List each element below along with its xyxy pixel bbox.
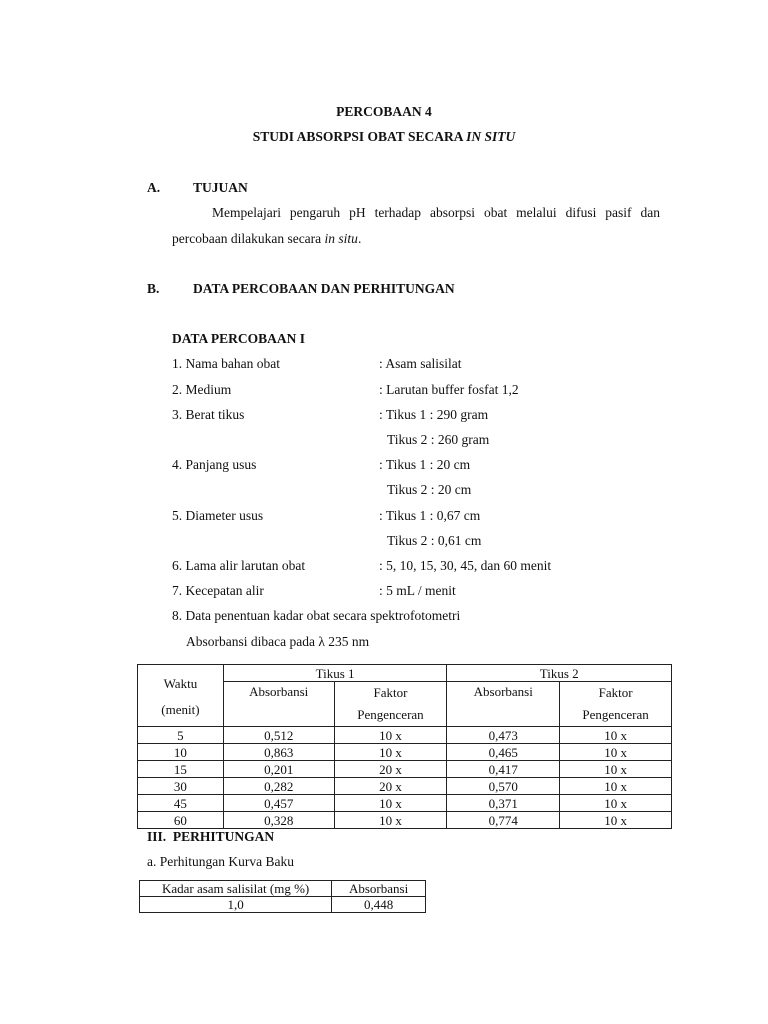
item-label: 5. Diameter usus [172, 508, 264, 523]
menit-label: (menit) [161, 701, 200, 717]
section-a-letter: A. [147, 180, 161, 195]
table-cell: 0,282 [223, 778, 334, 795]
table-cell: 0,863 [223, 744, 334, 761]
table-cell: 0,774 [447, 812, 560, 829]
item-value: : Tikus 1 : 290 gram [379, 407, 489, 422]
table-cell: 30 [138, 778, 224, 795]
item-label: 6. Lama alir larutan obat [172, 558, 306, 573]
waktu-header [138, 665, 224, 727]
pengenceran-label: Pengenceran [582, 707, 649, 722]
table-cell: 5 [138, 727, 224, 744]
item-label: 7. Kecepatan alir [172, 583, 264, 598]
paragraph-text: Mempelajari pengaruh pH terhadap absorpsi obat melalui difusi pasif dan percobaan dilakukan secara [172, 205, 660, 246]
table-cell: 0,465 [447, 744, 560, 761]
table-cell: 0,473 [447, 727, 560, 744]
item-value-2: Tikus 2 : 20 cm [387, 482, 472, 497]
subtitle-italic: IN SITU [466, 129, 516, 144]
item-value: : Larutan buffer fosfat 1,2 [379, 382, 519, 397]
item-label: 1. Nama bahan obat [172, 356, 280, 371]
faktor-header [334, 682, 447, 727]
table-row [138, 744, 672, 761]
table-cell: 0,417 [447, 761, 560, 778]
faktor-label: Faktor [373, 685, 408, 700]
table-cell: 0,448 [332, 897, 426, 913]
item-value: : 5 mL / menit [379, 583, 456, 598]
section-iii-sub-a: a. Perhitungan Kurva Baku [147, 854, 294, 869]
table-cell: 10 [138, 744, 224, 761]
tikus2-header: Tikus 2 [447, 665, 672, 682]
pengenceran-label: Pengenceran [357, 707, 424, 722]
standard-curve-table [139, 880, 426, 913]
table-cell: 0,512 [223, 727, 334, 744]
table-cell: 0,371 [447, 795, 560, 812]
item-value-2: Tikus 2 : 0,61 cm [387, 533, 482, 548]
table-cell: 20 x [334, 761, 447, 778]
subtitle-text: STUDI ABSORPSI OBAT SECARA [252, 129, 467, 144]
table-cell: 0,201 [223, 761, 334, 778]
table-cell: 10 x [334, 744, 447, 761]
table-cell: 15 [138, 761, 224, 778]
table-cell: 0,570 [447, 778, 560, 795]
kadar-header: Kadar asam salisilat (mg %) [140, 881, 332, 897]
absorbance-table [137, 664, 672, 829]
table-cell: 10 x [560, 778, 672, 795]
item-label: 3. Berat tikus [172, 407, 245, 422]
table-row [138, 812, 672, 829]
table-cell: 10 x [334, 727, 447, 744]
item-label: 4. Panjang usus [172, 457, 257, 472]
table-header-row [140, 881, 426, 897]
absorbansi-header: Absorbansi [447, 682, 560, 727]
table-cell: 10 x [560, 727, 672, 744]
table-row [138, 727, 672, 744]
table-cell: 10 x [560, 812, 672, 829]
paragraph-italic: in situ [324, 231, 358, 246]
paragraph-end: . [357, 231, 362, 246]
item-value-2: Tikus 2 : 260 gram [387, 432, 490, 447]
table-row [140, 897, 426, 913]
faktor-label: Faktor [598, 685, 633, 700]
document-subtitle [0, 129, 768, 145]
item-value: : Tikus 1 : 0,67 cm [379, 508, 481, 523]
table-cell: 10 x [334, 812, 447, 829]
table-cell: 1,0 [140, 897, 332, 913]
faktor-header [560, 682, 672, 727]
section-b-title: DATA PERCOBAAN DAN PERHITUNGAN [193, 281, 455, 296]
tikus1-header: Tikus 1 [223, 665, 447, 682]
table-cell: 60 [138, 812, 224, 829]
absorbance-note: Absorbansi dibaca pada λ 235 nm [186, 634, 370, 649]
absorbansi-header: Absorbansi [223, 682, 334, 727]
table-cell: 20 x [334, 778, 447, 795]
table-row [138, 795, 672, 812]
item-value: : 5, 10, 15, 30, 45, dan 60 menit [379, 558, 552, 573]
section-a-paragraph [172, 200, 660, 252]
item-label: 8. Data penentuan kadar obat secara spektrofotometri [172, 608, 461, 623]
table-row [138, 761, 672, 778]
item-value: : Asam salisilat [379, 356, 462, 371]
data-percobaan-title: DATA PERCOBAAN I [172, 331, 306, 346]
section-a-title: TUJUAN [193, 180, 248, 195]
absorbansi-header: Absorbansi [332, 881, 426, 897]
section-b-letter: B. [147, 281, 160, 296]
table-cell: 0,328 [223, 812, 334, 829]
item-value: : Tikus 1 : 20 cm [379, 457, 471, 472]
table-cell: 10 x [560, 744, 672, 761]
table-cell: 45 [138, 795, 224, 812]
table-cell: 0,457 [223, 795, 334, 812]
table-row [138, 778, 672, 795]
document-title: PERCOBAAN 4 [336, 104, 432, 119]
waktu-label: Waktu [163, 675, 198, 691]
section-iii-title: III. PERHITUNGAN [147, 829, 275, 844]
table-cell: 10 x [560, 795, 672, 812]
table-cell: 10 x [334, 795, 447, 812]
item-label: 2. Medium [172, 382, 232, 397]
table-cell: 10 x [560, 761, 672, 778]
